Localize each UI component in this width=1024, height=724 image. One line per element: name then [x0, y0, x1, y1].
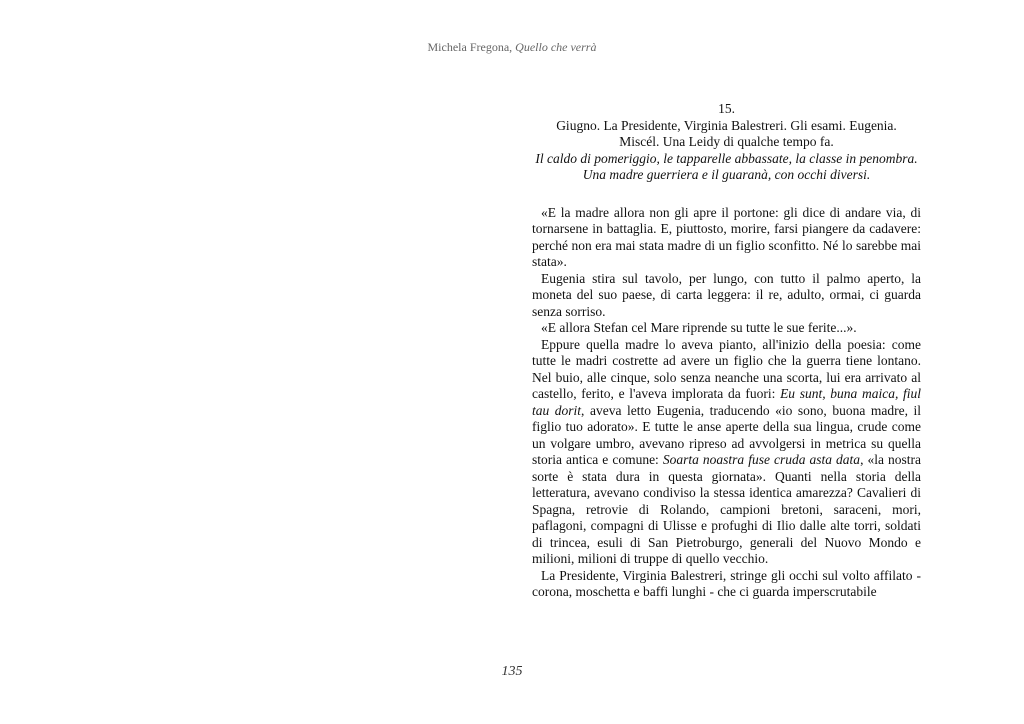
- text-column: [532, 101, 921, 601]
- paragraph-text: , aveva letto Eugenia, traducendo «io sono, buona madre, il figlio tuo adorato». E tutte le anse aperte della sua lingua, crude come un volgare umbro, avevano ripreso ad avvolgersi in metrica su quella storia antica e comune:: [532, 402, 921, 467]
- chapter-summary-line-2: Miscél. Una Leidy di qualche tempo fa.: [619, 134, 834, 149]
- romanian-quote: Eu sunt, buna maica, fiul tau dorit: [532, 386, 922, 418]
- romanian-quote: Soarta noastra fuse cruda asta data: [662, 452, 861, 467]
- paragraph: La Presidente, Virginia Balestreri, stringe gli occhi sul volto affilato - corona, moschetta e baffi lunghi - che ci guarda imperscrutabile: [532, 567, 921, 599]
- chapter-epigraph: Il caldo di pomeriggio, le tapparelle abbassate, la classe in penombra. Una madre guerriera e il guaranà, con occhi diversi.: [535, 150, 918, 182]
- paragraph-text: , «la nostra sorte è stata dura in questa giornata». Quanti nella storia della letteratura, avevano condiviso la stessa identica amarezza? Cavalieri di Spagna, retrovie di Rolando, campioni bretoni, saraceni, mori, paflagoni, compagni di Ulisse e profughi di Ilio dalle alte torri, soldati di trincea, esuli di San Pietroburgo, generali del Nuovo Mondo e milioni, milioni di truppe di quello vecchio.: [532, 452, 921, 566]
- paragraph-text: Eppure quella madre lo aveva pianto, all'inizio della poesia: come tutte le madri costrette ad avere un figlio che la guerra tiene lontano. Nel buio, alle cinque, solo senza neanche una scorta, lui era arrivato al castello, ferito, e l'aveva implorata da fuori:: [532, 336, 921, 401]
- chapter-header: [532, 101, 921, 184]
- paragraph: Eugenia stira sul tavolo, per lungo, con tutto il palmo aperto, la moneta del suo paese, di carta leggera: il re, adulto, ormai, ci guarda senza sorriso.: [532, 270, 921, 319]
- chapter-summary-line-1: Giugno. La Presidente, Virginia Balestreri. Gli esami. Eugenia.: [556, 117, 897, 133]
- paragraph: «E la madre allora non gli apre il portone: gli dice di andare via, di tornarsene in battaglia. E, piuttosto, morire, farsi piangere da cadavere: perché non era mai stata madre di un figlio sconfitto. Né lo sarebbe mai stata».: [532, 204, 921, 269]
- paragraph: [532, 337, 921, 568]
- paragraph: «E allora Stefan cel Mare riprende su tutte le sue ferite...».: [541, 320, 857, 335]
- body-text: [532, 205, 921, 601]
- book-title: Quello che verrà: [515, 40, 597, 54]
- running-head: [0, 40, 1024, 55]
- author-name: Michela Fregona,: [427, 40, 516, 54]
- chapter-number: 15.: [718, 101, 735, 116]
- page-number: 135: [501, 664, 523, 679]
